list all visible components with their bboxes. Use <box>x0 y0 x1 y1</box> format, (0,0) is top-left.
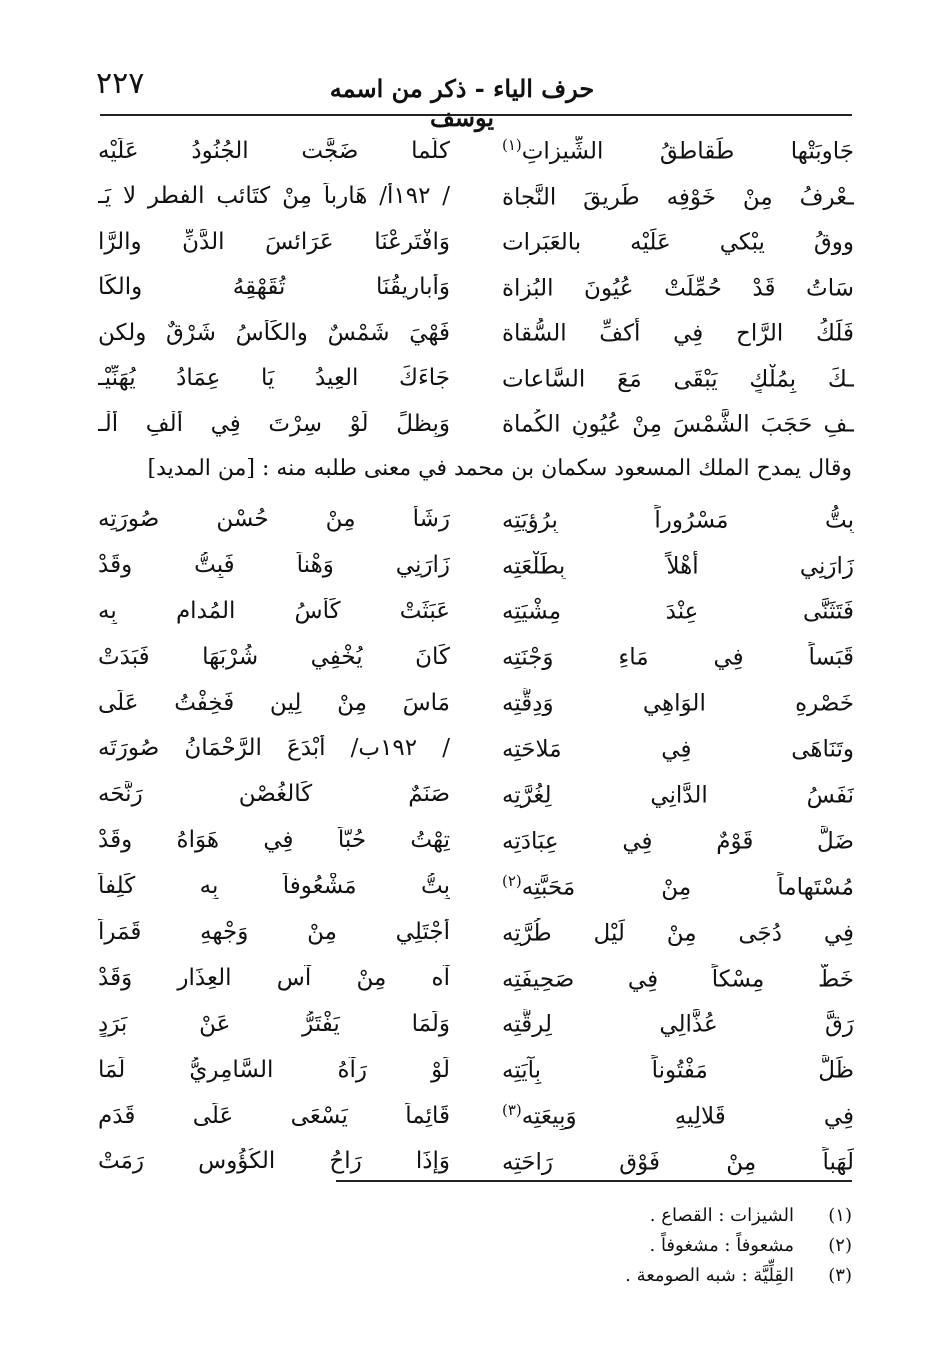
footnote-rule <box>336 1180 852 1182</box>
verse-left-hemistich <box>502 1009 854 1038</box>
verse-right-hemistich: / ١٩٢ب/ أَبْدَعَ الرَّحْمَانُ صُورَتَه <box>98 735 450 762</box>
verse <box>98 588 854 634</box>
verse-left-hemistich <box>502 596 854 625</box>
verse-right-hemistich: تِهْتُ حُبّاً فِي هَوَاهُ وقَدْ <box>98 827 450 854</box>
verse-left-text: وتَنَاهَى فِي مَلاحَتِه <box>502 736 854 763</box>
verse-left-text: لَهَباً مِنْ فَوْقِ رَاحَتِه <box>502 1149 854 1176</box>
verse <box>98 771 854 817</box>
verse <box>98 401 854 447</box>
verse-right-hemistich: لَوْ رَآهُ السَّامِرِيُّ لَمَا <box>98 1056 450 1083</box>
footnote-marker: (٢) <box>502 871 522 890</box>
verse-left-hemistich <box>502 964 854 993</box>
verse-left-hemistich <box>502 688 854 717</box>
verse-right-hemistich: بِتُّ مَشْعُوفاً بِه كَلِفاً <box>98 873 450 900</box>
verse <box>98 680 854 726</box>
header-rule <box>100 114 852 116</box>
verse-left-text: زَارَنِي أَهْلاً بِطَلْعَتِه <box>502 553 854 580</box>
footnote <box>300 1260 852 1290</box>
verse-left-text: خَصْرِهِ الوَاهِي وَدِقَّتِه <box>502 690 854 717</box>
verse-left-text: ـعْرِفُ مِنْ خَوْفِه طَريقَ النَّجاة <box>502 184 854 211</box>
verse-right-hemistich: فَهْيَ شَمْسٌ والكَأْسُ شَرْقٌ ولكن <box>98 319 450 346</box>
running-title: حرف الياء - ذكر من اسمه يوسف <box>329 74 595 132</box>
footnote-text: مشعوفاً : مشغوفاً . <box>649 1234 794 1256</box>
verse-left-hemistich <box>502 780 854 809</box>
verse-left-text: فَتَثَنَّى عِنْدَ مِشْيَتِه <box>502 599 854 626</box>
verse-left-hemistich <box>502 136 854 165</box>
verse-left-text: ـكَ بِمُلْكٍ يَبْقَى مَعَ السَّاعات <box>502 366 854 393</box>
verse-right-hemistich: آه مِنْ آسِ العِذَارِ وَقَدْ <box>98 964 450 991</box>
verse-right-hemistich: قَائِماً يَسْعَى عَلَى قَدَمٍ <box>98 1102 450 1129</box>
verse <box>98 863 854 909</box>
verse-left-hemistich <box>502 227 854 256</box>
page-number: ٢٢٧ <box>96 66 145 101</box>
verse-left-hemistich <box>502 1055 854 1084</box>
verse-right-hemistich: وَلَمَا يَفْتَرُّ عَنْ بَرَدٍ <box>98 1010 450 1037</box>
verse-right-hemistich: أَجْتَلِي مِنْ وَجْهِهِ قَمَراً <box>98 918 450 945</box>
footnote-number: (١) <box>828 1204 852 1226</box>
verse-left-hemistich <box>502 505 854 534</box>
verse-right-hemistich: وَافْتَرعْنَا عَرَائسَ الدَّنِّ والرَّا <box>98 228 450 255</box>
verse <box>98 128 854 174</box>
verse-left-text: فِي قَلالِيهِ وَبِيعَتِه <box>521 1103 854 1130</box>
verse <box>98 310 854 356</box>
verse-left-hemistich <box>502 409 854 438</box>
verse-left-hemistich <box>502 182 854 211</box>
footnote-text: القِلِّيَّة : شبه الصومعة . <box>625 1264 794 1286</box>
verse-left-text: مُسْتَهاماً مِنْ مَحَبَّتِه <box>521 874 854 901</box>
verse <box>98 496 854 542</box>
verse <box>98 1138 854 1184</box>
verse-left-text: رَقَّ عُذَّالِي لِرِقَّتِه <box>502 1012 854 1039</box>
footnote-number: (٣) <box>828 1264 852 1286</box>
verse <box>98 265 854 311</box>
verse <box>98 356 854 402</box>
verse-left-text: ـفِ حَجَبَ الشَّمْسَ مِنْ عُيُونِ الكُماة <box>502 412 854 439</box>
verse-left-text: ووقُ يبْكي عَلَيْه بالعَبَرات <box>502 230 854 257</box>
verse-right-hemistich: مَاسَ مِنْ لِينٍ فَخِفْتُ عَلَى <box>98 689 450 716</box>
verse-left-text: فَلَكُ الرَّاحِ فِي أُكفِّ السُّقاة <box>502 321 854 348</box>
verse <box>98 1093 854 1139</box>
footnotes <box>300 1200 852 1290</box>
verse <box>98 817 854 863</box>
verse-left-hemistich <box>502 318 854 347</box>
footnote <box>300 1200 852 1230</box>
verse <box>98 542 854 588</box>
verse-right-hemistich: وَبِظلٍّ لَوْ سِرْتَ فِي أَلْفِ أَلْـ <box>98 410 450 437</box>
verse-right-hemistich: زَارَنِي وَهْناً فَبِتُّ وقَدْ <box>98 551 450 578</box>
verse-right-hemistich: رَشَأٌ مِنْ حُسْنِ صُورَتِه <box>98 505 450 532</box>
verse <box>98 955 854 1001</box>
verse <box>98 634 854 680</box>
verse-left-text: ضَلَّ قَوْمٌ فِي عِبَادَتِه <box>502 828 854 855</box>
verse <box>98 725 854 771</box>
verse-right-hemistich: عَبَثَتْ كَأْسُ المُدامِ بِه <box>98 597 450 624</box>
verse-left-hemistich <box>502 273 854 302</box>
verse-left-hemistich <box>502 364 854 393</box>
verse <box>98 1001 854 1047</box>
verse-right-hemistich: كلَّما ضَجَّت الجُنُودُ عَلَيْه <box>98 137 450 164</box>
footnote-marker: (١) <box>502 136 522 155</box>
poem-introduction: وقال يمدح الملك المسعود سكمان بن محمد في معنى طلبه منه : [من المديد] <box>147 456 852 481</box>
verse <box>98 909 854 955</box>
footnote-marker: (٣) <box>502 1101 522 1120</box>
verse-left-text: جَاوبَتْها طَقاطقُ الشِّيزاتِ <box>521 139 854 166</box>
verse-right-hemistich: وَأَباريقُنَا تُقَهْقِهُ والكَا <box>98 274 450 301</box>
verse-right-hemistich: جَاءَكَ العِيدُ يَا عِمَادُ يُهَنِّيْـ <box>98 365 450 392</box>
poem-2 <box>98 496 854 1184</box>
verse-left-text: ظَلَّ مَفْتُوناً بِآيَتِه <box>502 1057 854 1084</box>
verse-left-hemistich <box>502 1147 854 1176</box>
footnote-text: الشيزات : القصاع . <box>649 1204 794 1226</box>
verse-left-text: قَبَساً فِي مَاءِ وَجْنَتِه <box>502 644 854 671</box>
footnote <box>300 1230 852 1260</box>
verse-right-hemistich: كَانَ يُخْفِي شُرْبَهَا فَبَدَتْ <box>98 643 450 670</box>
verse-left-hemistich <box>502 826 854 855</box>
verse-left-hemistich <box>502 872 854 901</box>
verse-left-text: فِي دُجَى مِنْ لَيْلِ طُرَّتِه <box>502 920 854 947</box>
verse-left-hemistich <box>502 551 854 580</box>
verse-left-text: خَطَّ مِسْكاً فِي صَحِيفَتِه <box>502 966 854 993</box>
verse-left-hemistich <box>502 918 854 947</box>
verse-right-hemistich: / ١٩٢أ/ هَارباً مِنْ كتَائب الفطر لا يَـ <box>98 183 450 210</box>
verse-left-hemistich <box>502 1101 854 1130</box>
verse-right-hemistich: صَنَمٌ كَالغُصْنِ رَنَّحَه <box>98 781 450 808</box>
verse-right-hemistich: وَإِذَا رَاحُ الكُؤُوسِ رَمَتْ <box>98 1148 450 1175</box>
poem-1 <box>98 128 854 447</box>
verse-left-hemistich <box>502 642 854 671</box>
verse <box>98 219 854 265</box>
verse <box>98 1047 854 1093</box>
verse-left-text: نَفَسُ الدَّانِي لِغُرَّتِه <box>502 782 854 809</box>
verse <box>98 174 854 220</box>
verse-left-text: بِتُّ مَسْرُوراً بِرُؤيَتِه <box>502 507 854 534</box>
footnote-number: (٢) <box>828 1234 852 1256</box>
verse-left-text: سَاتُ قَدْ حُمِّلَتْ عُيُونَ البُزاة <box>502 275 854 302</box>
verse-left-hemistich <box>502 734 854 763</box>
